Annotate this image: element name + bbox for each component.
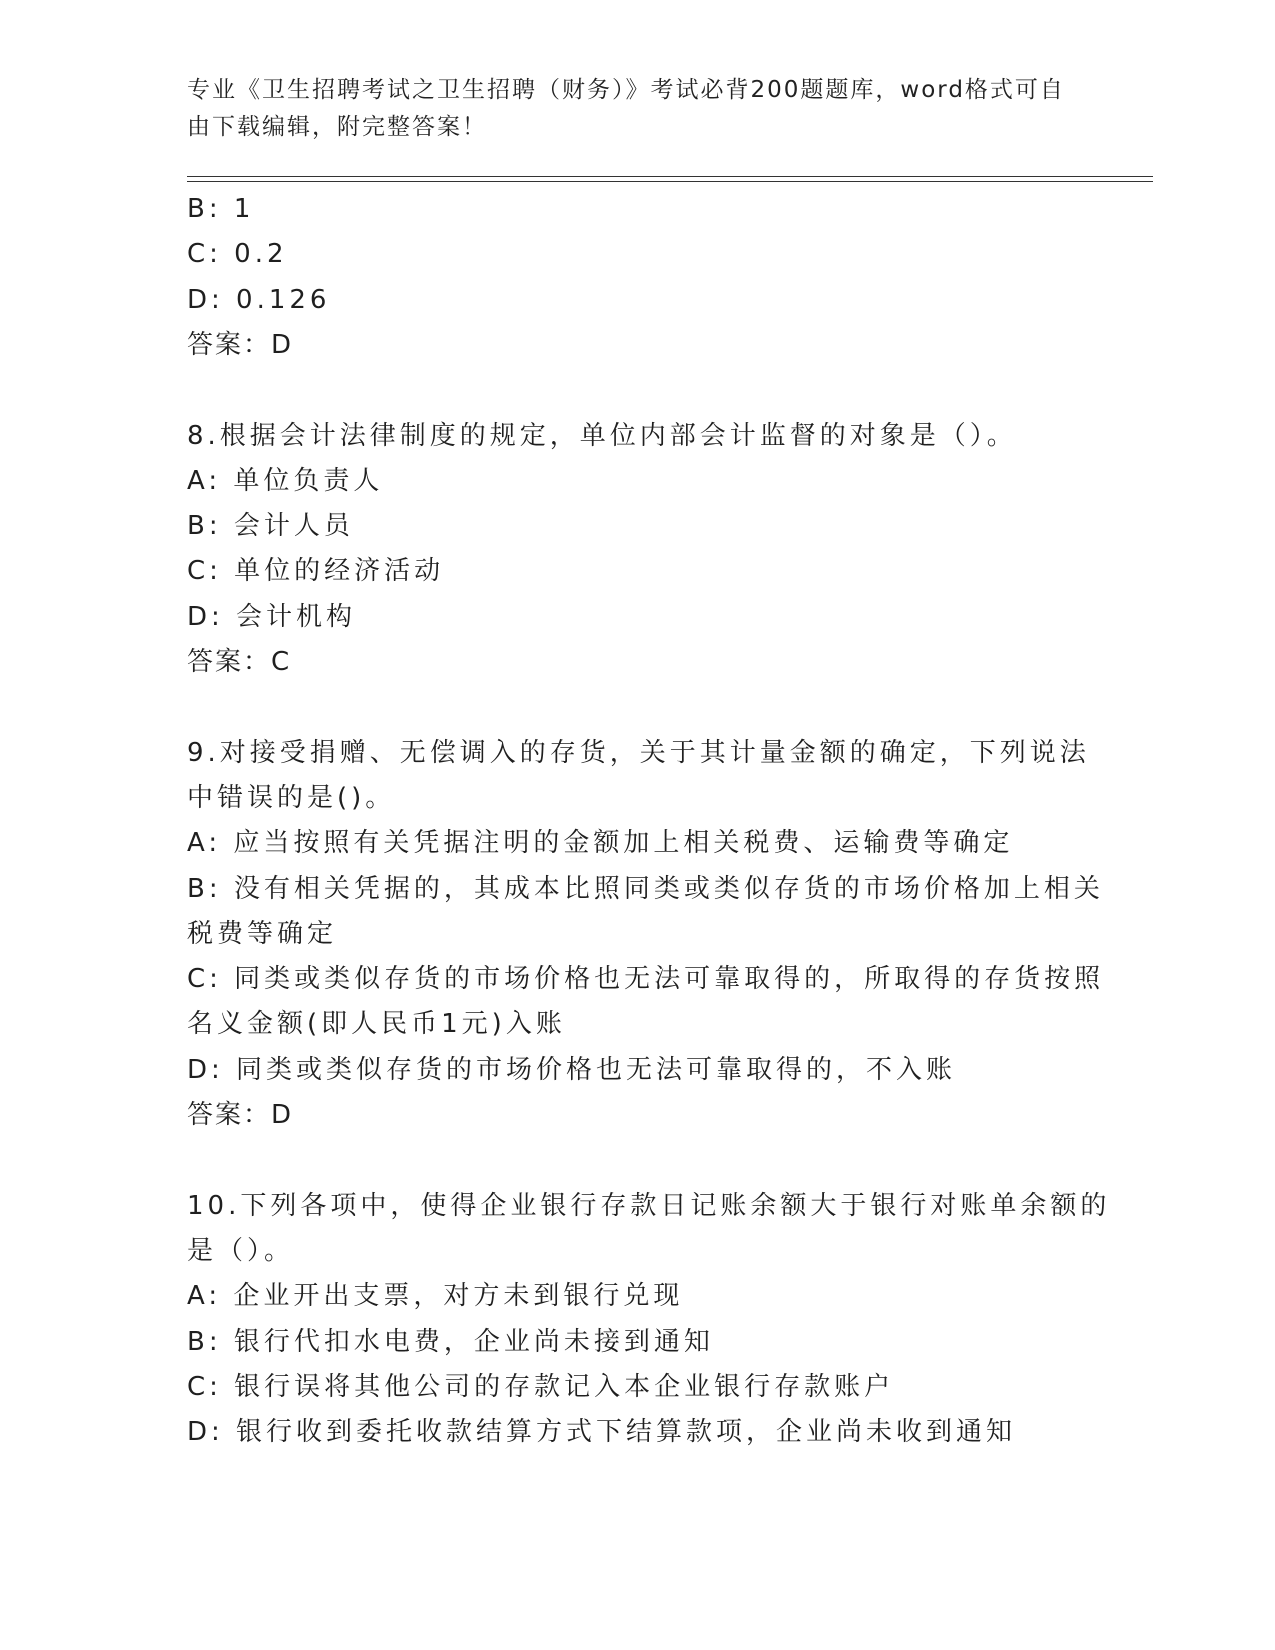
q8-option-d: D: 会计机构 xyxy=(187,602,357,632)
q7-answer: 答案：D xyxy=(187,330,294,360)
q9-option-a: A: 应当按照有关凭据注明的金额加上相关税费、运输费等确定 xyxy=(187,828,1014,858)
q9-option-b-line-2: 税费等确定 xyxy=(187,919,338,949)
header-line-2: 由下载编辑，附完整答案！ xyxy=(187,114,487,140)
q10-option-b: B: 银行代扣水电费，企业尚未接到通知 xyxy=(187,1327,714,1357)
q10-option-d: D: 银行收到委托收款结算方式下结算款项，企业尚未收到通知 xyxy=(187,1417,1017,1447)
q10-stem-line-2: 是（）。 xyxy=(187,1236,295,1266)
header-line-1: 专业《卫生招聘考试之卫生招聘（财务）》考试必背200题题库，word格式可自 xyxy=(187,77,1065,103)
header-divider-bottom xyxy=(187,181,1153,182)
q10-stem-line-1: 10.下列各项中，使得企业银行存款日记账余额大于银行对账单余额的 xyxy=(187,1191,1111,1221)
q9-option-d: D: 同类或类似存货的市场价格也无法可靠取得的，不入账 xyxy=(187,1055,957,1085)
q8-option-a: A: 单位负责人 xyxy=(187,466,384,496)
header-divider-top xyxy=(187,176,1153,177)
q9-stem-line-2: 中错误的是()。 xyxy=(187,783,396,813)
q7-option-c: C: 0.2 xyxy=(187,239,288,269)
q9-answer: 答案：D xyxy=(187,1100,294,1130)
q9-stem-line-1: 9.对接受捐赠、无偿调入的存货，关于其计量金额的确定，下列说法 xyxy=(187,738,1090,768)
q8-option-b: B: 会计人员 xyxy=(187,511,354,541)
q8-answer: 答案：C xyxy=(187,647,292,677)
q9-option-b-line-1: B: 没有相关凭据的，其成本比照同类或类似存货的市场价格加上相关 xyxy=(187,874,1104,904)
q9-option-c-line-1: C: 同类或类似存货的市场价格也无法可靠取得的，所取得的存货按照 xyxy=(187,964,1105,994)
q7-option-b: B: 1 xyxy=(187,194,255,224)
q9-option-c-line-2: 名义金额(即人民币1元)入账 xyxy=(187,1009,566,1039)
q10-option-a: A: 企业开出支票，对方未到银行兑现 xyxy=(187,1281,684,1311)
q10-option-c: C: 银行误将其他公司的存款记入本企业银行存款账户 xyxy=(187,1372,895,1402)
q8-option-c: C: 单位的经济活动 xyxy=(187,556,445,586)
page-header xyxy=(187,72,1067,146)
q8-stem: 8.根据会计法律制度的规定，单位内部会计监督的对象是（）。 xyxy=(187,421,1017,451)
q7-option-d: D: 0.126 xyxy=(187,285,331,315)
